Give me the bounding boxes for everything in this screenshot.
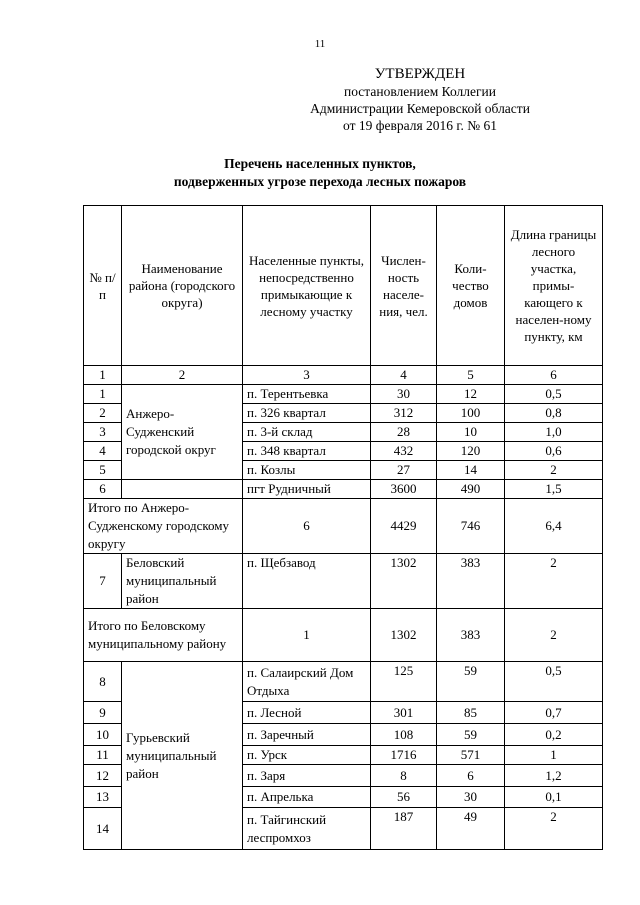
row-number: 1 (84, 385, 122, 404)
border-length-value: 0,2 (505, 724, 603, 746)
district-name: Беловский муниципальный район (122, 554, 243, 609)
col-header-num: № п/п (84, 206, 122, 366)
settlement-name: п. Тайгинский леспромхоз (243, 808, 371, 850)
settlement-name: пгт Рудничный (243, 480, 371, 499)
population-value: 1302 (371, 554, 437, 609)
total-row (84, 499, 603, 554)
border-length-value: 0,6 (505, 442, 603, 461)
settlement-name: п. Лесной (243, 702, 371, 724)
settlement-name: п. Терентьевка (243, 385, 371, 404)
settlement-name: п. 348 квартал (243, 442, 371, 461)
row-number: 7 (84, 554, 122, 609)
population-value: 8 (371, 765, 437, 787)
population-value: 3600 (371, 480, 437, 499)
column-number: 6 (505, 366, 603, 385)
column-number: 4 (371, 366, 437, 385)
row-number: 14 (84, 808, 122, 850)
col-header-settlements: Населенные пункты, непосредственно примыкающие к лесному участку (243, 206, 371, 366)
total-count: 6 (243, 499, 371, 554)
table-row (84, 554, 603, 609)
settlement-name: п. 326 квартал (243, 404, 371, 423)
settlement-name: п. Урск (243, 746, 371, 765)
houses-value: 100 (437, 404, 505, 423)
approval-line: постановлением Коллегии (344, 84, 496, 99)
total-row (84, 609, 603, 662)
border-length-value: 2 (505, 461, 603, 480)
houses-value: 6 (437, 765, 505, 787)
row-number: 13 (84, 787, 122, 808)
total-count: 1 (243, 609, 371, 662)
document-title (0, 155, 640, 191)
district-name: Анжеро-Судженский городской округ (122, 385, 243, 480)
population-value: 432 (371, 442, 437, 461)
houses-value: 59 (437, 724, 505, 746)
population-value: 125 (371, 662, 437, 702)
column-number: 1 (84, 366, 122, 385)
page-number: 11 (314, 38, 326, 50)
table-row (84, 480, 603, 499)
total-border-length: 6,4 (505, 499, 603, 554)
table-row (84, 385, 603, 404)
houses-value: 490 (437, 480, 505, 499)
population-value: 108 (371, 724, 437, 746)
houses-value: 14 (437, 461, 505, 480)
district-name: Гурьевский муниципальный район (122, 662, 243, 850)
total-houses: 746 (437, 499, 505, 554)
houses-value: 120 (437, 442, 505, 461)
houses-value: 10 (437, 423, 505, 442)
border-length-value: 0,7 (505, 702, 603, 724)
row-number: 8 (84, 662, 122, 702)
population-value: 56 (371, 787, 437, 808)
border-length-value: 2 (505, 808, 603, 850)
col-header-population: Числен-ность населе-ния, чел. (371, 206, 437, 366)
row-number: 9 (84, 702, 122, 724)
approval-line: Администрации Кемеровской области (310, 101, 530, 116)
border-length-value: 0,8 (505, 404, 603, 423)
population-value: 187 (371, 808, 437, 850)
settlement-name: п. Заря (243, 765, 371, 787)
column-number: 3 (243, 366, 371, 385)
column-number: 2 (122, 366, 243, 385)
header-row (84, 206, 603, 366)
row-number: 4 (84, 442, 122, 461)
settlements-table (83, 205, 603, 850)
col-header-district: Наименование района (городского округа) (122, 206, 243, 366)
row-number: 3 (84, 423, 122, 442)
approval-heading: УТВЕРЖДЕН (374, 66, 466, 82)
column-number-row (84, 366, 603, 385)
row-number: 5 (84, 461, 122, 480)
border-length-value: 1,2 (505, 765, 603, 787)
houses-value: 30 (437, 787, 505, 808)
settlement-name: п. Щебзавод (243, 554, 371, 609)
title-line: подверженных угрозе перехода лесных пожаров (173, 174, 467, 189)
houses-value: 59 (437, 662, 505, 702)
border-length-value: 1,5 (505, 480, 603, 499)
population-value: 1716 (371, 746, 437, 765)
col-header-houses: Коли-чество домов (437, 206, 505, 366)
settlement-name: п. Салаирский Дом Отдыха (243, 662, 371, 702)
border-length-value: 1 (505, 746, 603, 765)
border-length-value: 2 (505, 554, 603, 609)
population-value: 30 (371, 385, 437, 404)
border-length-value: 0,5 (505, 662, 603, 702)
houses-value: 12 (437, 385, 505, 404)
col-header-border-length: Длина границы лесного участка, примы-кающего к населен-ному пункту, км (505, 206, 603, 366)
row-number: 2 (84, 404, 122, 423)
district-name-empty (122, 480, 243, 499)
settlement-name: п. Козлы (243, 461, 371, 480)
total-houses: 383 (437, 609, 505, 662)
settlement-name: п. Заречный (243, 724, 371, 746)
population-value: 28 (371, 423, 437, 442)
total-label: Итого по Анжеро-Судженскому городскому округу (84, 499, 243, 554)
approval-date: от 19 февраля 2016 г. № 61 (343, 118, 497, 133)
population-value: 27 (371, 461, 437, 480)
total-border-length: 2 (505, 609, 603, 662)
border-length-value: 1,0 (505, 423, 603, 442)
houses-value: 571 (437, 746, 505, 765)
title-line: Перечень населенных пунктов, (224, 156, 416, 171)
total-label: Итого по Беловскому муниципальному району (84, 609, 243, 662)
row-number: 11 (84, 746, 122, 765)
population-value: 312 (371, 404, 437, 423)
population-value: 301 (371, 702, 437, 724)
border-length-value: 0,1 (505, 787, 603, 808)
houses-value: 49 (437, 808, 505, 850)
row-number: 10 (84, 724, 122, 746)
settlement-name: п. Апрелька (243, 787, 371, 808)
houses-value: 85 (437, 702, 505, 724)
row-number: 6 (84, 480, 122, 499)
approval-stamp (280, 66, 560, 134)
total-population: 4429 (371, 499, 437, 554)
total-population: 1302 (371, 609, 437, 662)
column-number: 5 (437, 366, 505, 385)
settlement-name: п. 3-й склад (243, 423, 371, 442)
row-number: 12 (84, 765, 122, 787)
houses-value: 383 (437, 554, 505, 609)
border-length-value: 0,5 (505, 385, 603, 404)
table-row (84, 662, 603, 702)
